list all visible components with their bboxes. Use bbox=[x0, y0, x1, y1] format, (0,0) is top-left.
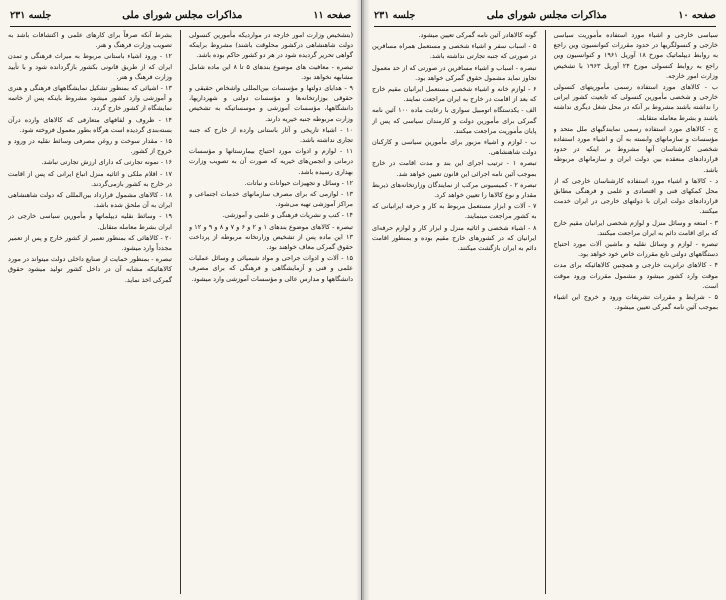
paragraph: ۲۰ - کالاهائی که بمنظور تعمیر از کشور خارج و پس از تعمیر مجدداً وارد میشود. bbox=[8, 233, 172, 253]
paragraph: تبصره - معافیت های موضوع بندهای ۵ تا ۸ این ماده شامل مشابهه نخواهد بود. bbox=[189, 62, 353, 81]
paragraph: ۸ - اشیاء شخصی و اثاثیه منزل و ابزار کار و لوازم حرفه‌ای ایرانیان که در کشورهای خارج مقیم بوده و بمنظور اقامت دائم به ایران بازگشت میکنند. bbox=[372, 223, 537, 253]
paragraph: ب - کالاهای مورد استفاده رسمی مأموریتهای کنسولی خارجی و شخصی مأمورین کنسولی که تابعیت کشور ایرانی را نداشته باشند مشروط بر آنکه در محل شغل دیگری نداشته باشند و بشرط معامله متقابله. bbox=[553, 83, 718, 122]
paragraph: ۱۵ - آلات و ادوات جراحی و مواد شیمیائی و وسائل عملیات علمی و فنی و آزمایشگاهی و فرهنگی که برای مصرف دانشگاهها و مدارس عالی و مؤسسات آموزشی وارد میشود. bbox=[189, 254, 353, 283]
paragraph: تبصره - لوازم و وسائل نقلیه و ماشین آلات مورد احتیاج دستگاههای دولتی تابع مقررات خاص خود خواهد بود. bbox=[553, 240, 718, 259]
paragraph: ۱۸ - کالاهای مشمول قرارداد بین‌المللی که دولت شاهنشاهی ایران به آن ملحق شده باشد. bbox=[8, 191, 172, 210]
paragraph: ۱۶ - نمونه تجارتی که دارای ارزش تجارتی نباشد. bbox=[41, 158, 172, 167]
left-page-header bbox=[10, 6, 351, 27]
column-right bbox=[554, 30, 719, 594]
column-right bbox=[189, 30, 353, 594]
paragraph: تبصره - بمنظور حمایت از صنایع داخلی دولت میتواند در مورد کالاهائیکه مشابه آن در داخل کشور تولید میشود حقوق گمرکی اخذ نماید. bbox=[8, 255, 172, 284]
paragraph: ۹ - هدایای دولتها و مؤسسات بین‌المللی واشخاص حقیقی و حقوقی بوزارتخانه‌ها و مؤسسات دولتی و شهرداریها، دانشگاهها، مؤسسات آموزشی و موسساتیکه به تشخیص وزارت مربوطه جنبه خیریه دارند. bbox=[189, 84, 353, 123]
paragraph: ج - کالاهای مورد استفاده رسمی نمایندگیهای ملل متحد و مؤسسات و سازمانهای وابسته به آن و اشیاء مورد استفاده شخصی کارشناسان آنها مشروط بر اینکه در حدود قراردادهای منعقده بین دولت ایران و سازمانهای مربوطه باشد. bbox=[553, 124, 718, 174]
paragraph: ۱۲ - ورود اشیاء باستانی مربوط به میراث فرهنگی و تمدن ایران که از طریق قانونی بکشور بازگردانده شود و با تأیید وزارت فرهنگ و هنر. bbox=[8, 52, 172, 81]
paragraph: ۱۴ - کتب و نشریات فرهنگی و علمی و آموزشی. bbox=[222, 211, 353, 220]
right-page bbox=[364, 0, 726, 600]
paragraph: ۱۱ - لوازم و ادوات مورد احتیاج بیمارستانها و مؤسسات درمانی و انجمن‌های خیریه که صورت آن به تصویب وزارت بهداری رسیده باشد. bbox=[189, 147, 353, 176]
paragraph: ۵ - شرایط و مقررات تشریفات ورود و خروج این اشیاء بموجب آئین نامه گمرکی تعیین میشود. bbox=[553, 293, 718, 312]
session-number: جلسه ۲۳۱ bbox=[374, 9, 416, 21]
paragraph: سیاسی خارجی و اشیاء مورد استفاده مأموریت سیاسی خارجی و کنسولگریها در حدود مقررات کنوانسیون وین راجع به روابط دیپلماتیک مورخ ۱۸ آوریل ۱۹۶۱ و کنوانسیون وین راجع به روابط کنسولی مورخ ۲۴ آوریل ۱۹۶۳ با تشخیص وزارت امور خارجه. bbox=[553, 31, 718, 80]
paragraph: بشرط آنکه صرفاً برای کارهای علمی و اکتشافات باشد به تصویب وزارت فرهنگ و هنر. bbox=[8, 31, 172, 50]
page-number: صفحه ۱۰ bbox=[678, 9, 716, 21]
paragraph: ۱۳ - اشیائی که بمنظور تشکیل نمایشگاههای فرهنگی و هنری و آموزشی وارد کشور میشود مشروط باینکه پس از خاتمه نمایشگاه از کشور خارج گردد. bbox=[8, 84, 172, 113]
paragraph: ۱۰ - اشیاء تاریخی و آثار باستانی وارده از خارج که جنبه تجاری نداشته باشد. bbox=[189, 125, 353, 145]
column-divider bbox=[545, 30, 546, 594]
left-page bbox=[0, 0, 362, 600]
column-left bbox=[8, 30, 172, 594]
column-left bbox=[372, 30, 537, 594]
paragraph: ۷ - آلات و ابزار مستعمل مربوط به کار و حرفه ایرانیانی که به کشور مراجعت مینمایند. bbox=[372, 202, 537, 221]
paragraph: تبصره - اسباب و اشیاء مسافرین در صورتی که از حد معمول تجاوز نماید مشمول حقوق گمرکی خواهد بود. bbox=[372, 63, 537, 82]
paragraph: ۱۵ - مقدار سوخت و روغن مصرفی وسائط نقلیه در ورود و خروج از کشور. bbox=[8, 137, 172, 156]
paragraph: ۱۳ - لوازمی که برای مصرف سازمانهای خدمات اجتماعی و مراکز آموزشی تهیه می‌شود. bbox=[189, 190, 353, 209]
paragraph: ۱۹ - وسائط نقلیه دیپلماتها و مأمورین سیاسی خارجی در ایران بشرط معامله متقابل. bbox=[8, 212, 172, 231]
paragraph: ۶ - لوازم خانه و اشیاء شخصی مستعمل ایرانیان مقیم خارج که بعد از اقامت در خارج به ایران مراجعت نمایند. bbox=[372, 85, 537, 104]
paragraph: ۴ - کالاهای ترانزیت خارجی و همچنین کالاهائیکه برای مدت موقت وارد کشور میشود و مشمول مقررات ورود موقت است. bbox=[553, 261, 718, 290]
paragraph: تبصره ۱ - ترتیب اجرای این بند و مدت اقامت در خارج بموجب آئین نامه اجرائی این قانون تعیین خواهد شد. bbox=[372, 159, 537, 178]
paragraph: گونه کالاهادر آئین نامه گمرکی تعیین میشود. bbox=[418, 31, 537, 39]
right-page-columns bbox=[372, 30, 718, 594]
right-page-header bbox=[374, 6, 716, 27]
left-page-columns bbox=[8, 30, 353, 594]
session-number: جلسه ۲۳۱ bbox=[10, 9, 52, 21]
paragraph: تبصره - کالاهای موضوع بندهای ۱ و ۲ و ۶ و ۷ و ۸ و ۹ و ۱۲ و ۱۳ این ماده پس از تشخیص وزارتخانه مربوطه از پرداخت حقوق گمرکی معاف خواهند بود. bbox=[189, 222, 353, 252]
column-divider bbox=[180, 30, 181, 594]
paragraph: ۱۴ - ظروف و لفافهای متعارفی که کالاهای وارده درآن بسته‌بندی گردیده است هرگاه بطور معمول فروخته شود. bbox=[8, 115, 172, 134]
paragraph: (بتشخیص وزارت امور خارجه در مواردیکه مأمورین کنسولی دولت شاهنشاهی درکشور محلوقت باشند) مشروط براینکه گواهی تحریر گردیده شود در هر دو کشور حاکم بوده باشد. bbox=[189, 31, 353, 60]
paragraph: الف - یکدستگاه اتومبیل سواری با رعایت ماده ۱۰۰ آئین نامه گمرکی برای مأمورین دولت و کارمندان سیاسی که پس از پایان مأموریت مراجعت میکنند. bbox=[372, 106, 537, 135]
paragraph: ۳ - امتعه و وسائل منزل و لوازم شخصی ایرانیان مقیم خارج که برای اقامت دائم به ایران مراجعت میکنند. bbox=[553, 218, 718, 237]
paragraph: تبصره ۲ - کمیسیونی مرکب از نمایندگان وزارتخانه‌های ذیربط مقدار و نوع کالاها را تعیین خواهد کرد. bbox=[372, 180, 537, 200]
page-number: صفحه ۱۱ bbox=[313, 9, 351, 21]
paragraph: ۱۲ - وسائل و تجهیزات حیوانات و نباتات. bbox=[244, 178, 353, 187]
paragraph: ۵ - اسباب سفر و اشیاء شخصی و مستعمل همراه مسافرین در صورتی که جنبه تجارتی نداشته باشد. bbox=[372, 42, 537, 61]
paragraph: ب - لوازم و اشیاء مزبور برای مأمورین سیاسی و کارکنان دولت شاهنشاهی. bbox=[372, 138, 537, 157]
paragraph: ۱۷ - اقلام ملکی و اثاثیه منزل اتباع ایرانی که پس از اقامت در خارج به کشور بازمی‌گردند. bbox=[8, 169, 172, 188]
page-title: مذاکرات مجلس شورای ملی bbox=[122, 9, 243, 21]
paragraph: د - کالاها و اشیاء مورد استفاده کارشناسان خارجی که از محل کمکهای فنی و اقتصادی و علمی و فرهنگی مطابق قراردادهای دولت ایران با دولتهای خارجی در ایران خدمت میکنند. bbox=[553, 176, 718, 216]
page-title: مذاکرات مجلس شورای ملی bbox=[486, 9, 607, 21]
